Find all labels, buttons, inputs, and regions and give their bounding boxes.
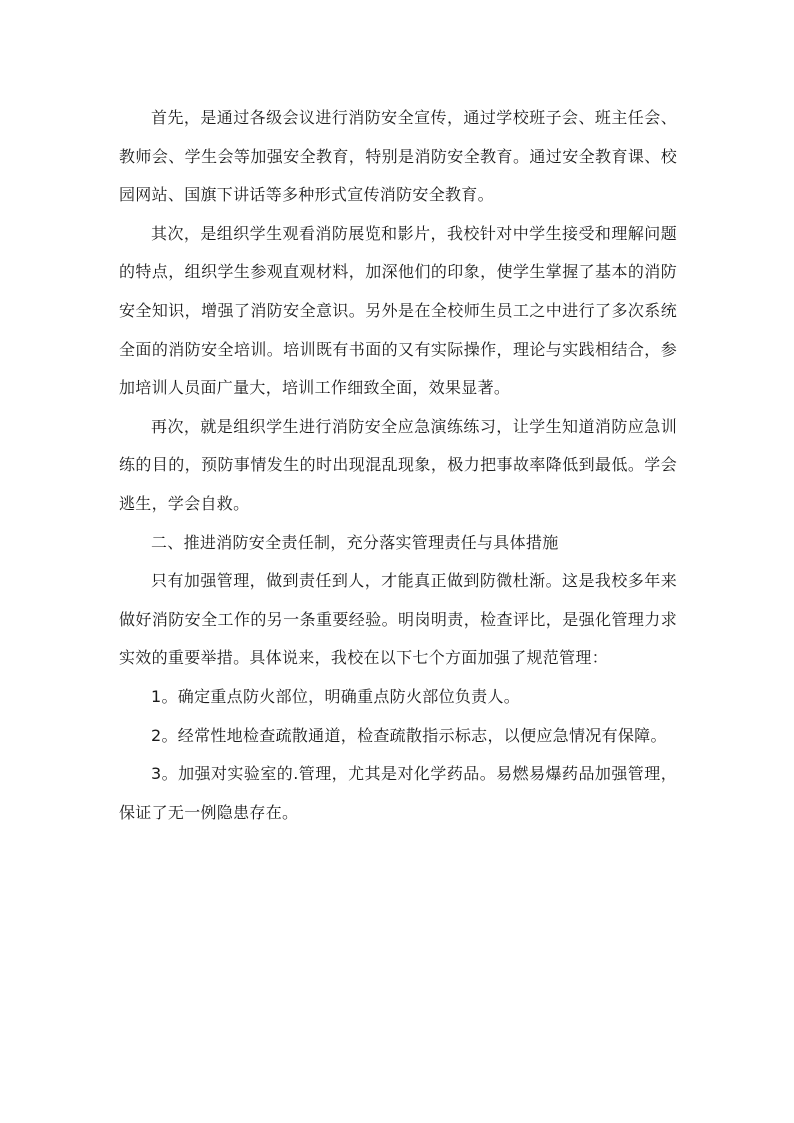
document-body: [119, 99, 677, 832]
paragraph-drill: 再次，就是组织学生进行消防安全应急演练练习，让学生知道消防应急训练的目的，预防事情发生的时出现混乱现象，极力把事故率降低到最低。学会逃生，学会自救。: [119, 416, 677, 513]
section-heading: 二、推进消防安全责任制，充分落实管理责任与具体措施: [151, 532, 559, 552]
list-item-3: 3。加强对实验室的.管理，尤其是对化学药品。易燃易爆药品加强管理，保证了无一例隐患存在。: [119, 764, 677, 822]
paragraph-exhibition-training: 其次，是组织学生观看消防展览和影片，我校针对中学生接受和理解问题的特点，组织学生参观直观材料，加深他们的印象，使学生掌握了基本的消防安全知识，增强了消防安全意识。另外是在全校师生员工之中进行了多次系统全面的消防安全培训。培训既有书面的又有实际操作，理论与实践相结合，参加培训人员面广量大，培训工作细致全面，效果显著。: [119, 223, 677, 398]
paragraph-management: 只有加强管理，做到责任到人，才能真正做到防微杜渐。这是我校多年来做好消防安全工作的另一条重要经验。明岗明责，检查评比，是强化管理力求实效的重要举措。具体说来，我校在以下七个方面加强了规范管理：: [119, 571, 677, 668]
list-item-2: 2。经常性地检查疏散通道，检查疏散指示标志，以便应急情况有保障。: [151, 725, 667, 745]
paragraph-intro-publicity: 首先，是通过各级会议进行消防安全宣传，通过学校班子会、班主任会、教师会、学生会等加强安全教育，特别是消防安全教育。通过安全教育课、校园网站、国旗下讲话等多种形式宣传消防安全教育。: [119, 108, 677, 205]
list-item-1: 1。确定重点防火部位，明确重点防火部位负责人。: [151, 686, 521, 706]
